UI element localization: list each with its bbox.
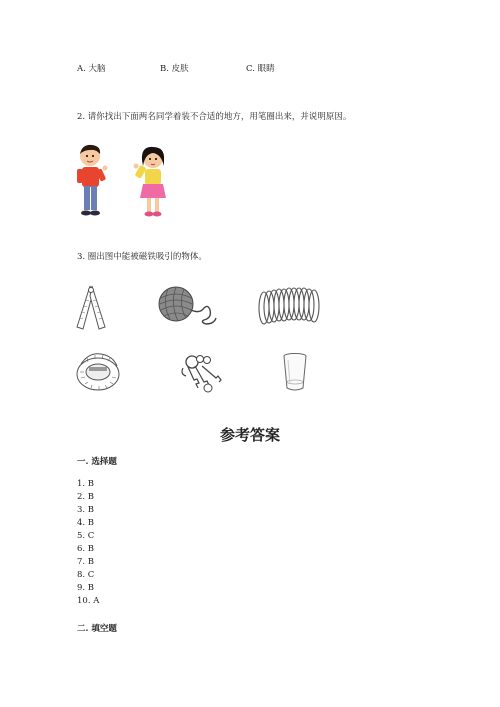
- section-fill-heading: 二. 填空题: [77, 624, 117, 634]
- question-2: 2. 请你找出下面两名同学着装不合适的地方，用笔圈出来，并说明原因。: [77, 112, 352, 122]
- boy-illustration: [76, 142, 108, 218]
- answer-item: 6. B: [77, 544, 95, 554]
- answer-item: 8. C: [77, 570, 95, 580]
- option-a: A. 大脑: [77, 64, 106, 74]
- answer-item: 1. B: [77, 479, 95, 489]
- glass-cup-icon: [282, 352, 308, 392]
- keys-icon: [178, 352, 224, 394]
- option-c: C. 眼睛: [246, 64, 275, 74]
- folding-ruler-icon: [74, 284, 110, 330]
- answer-title: 参考答案: [219, 426, 280, 444]
- question-3: 3. 圈出图中能被磁铁吸引的物体。: [77, 252, 207, 262]
- answer-item: 3. B: [77, 505, 95, 515]
- yarn-ball-icon: [158, 284, 220, 328]
- answer-item: 9. B: [77, 583, 95, 593]
- option-b: B. 皮肤: [160, 64, 189, 74]
- spring-coil-icon: [256, 286, 322, 326]
- answer-item: 5. C: [77, 531, 95, 541]
- answer-item: 10. A: [77, 596, 100, 606]
- answer-item: 4. B: [77, 518, 95, 528]
- answer-item: 7. B: [77, 557, 95, 567]
- section-choice-heading: 一. 选择题: [77, 457, 117, 467]
- answer-item: 2. B: [77, 492, 95, 502]
- girl-illustration: [133, 144, 167, 220]
- answer-list: [77, 478, 99, 608]
- tape-measure-icon: [75, 350, 121, 394]
